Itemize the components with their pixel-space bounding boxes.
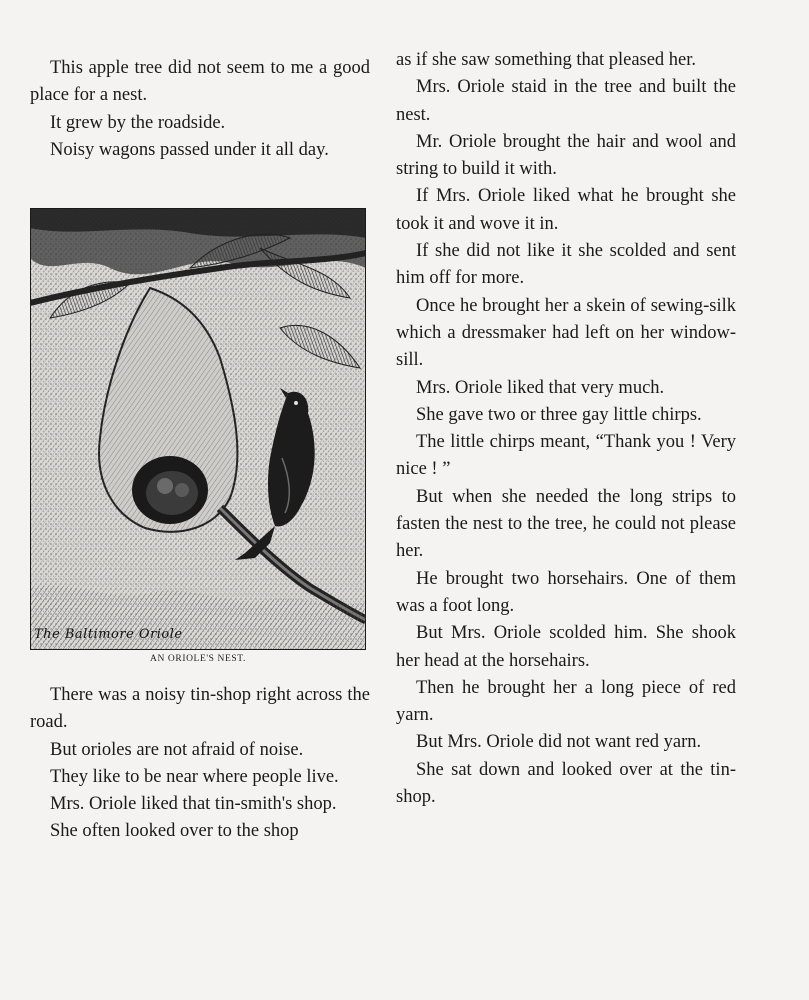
- oriole-nest-illustration: [30, 208, 366, 650]
- paragraph: But when she needed the long strips to fasten the nest to the tree, he could not please her.: [396, 486, 736, 562]
- paragraph: If she did not like it she scolded and sent him off for more.: [396, 241, 736, 289]
- paragraph: They like to be near where people live.: [50, 766, 339, 787]
- paragraph: But Mrs. Oriole scolded him. She shook her head at the horsehairs.: [396, 623, 736, 671]
- paragraph: The little chirps meant, “Thank you ! Very nice ! ”: [396, 432, 736, 480]
- paragraph: Mrs. Oriole staid in the tree and built the nest.: [396, 77, 736, 125]
- paragraph: It grew by the roadside.: [50, 112, 226, 133]
- paragraph: She sat down and looked over at the tin-shop.: [396, 759, 736, 808]
- paragraph: Mrs. Oriole liked that very much.: [416, 377, 665, 398]
- paragraph: She often looked over to the shop: [50, 821, 299, 842]
- paragraph: Then he brought her a long piece of red yarn.: [396, 677, 736, 726]
- paragraph: as if she saw something that pleased her.: [396, 50, 697, 70]
- paragraph: There was a noisy tin-shop right across the road.: [30, 685, 370, 733]
- paragraph: He brought two horsehairs. One of them was a foot long.: [396, 568, 736, 616]
- illustration-drawing: [30, 208, 366, 650]
- paragraph: But Mrs. Oriole did not want red yarn.: [416, 732, 702, 753]
- right-text: [396, 47, 736, 811]
- artist-signature: The Baltimore Oriole: [34, 627, 183, 642]
- figure-caption: AN ORIOLE'S NEST.: [150, 654, 246, 664]
- left-top-text: [30, 55, 370, 164]
- paragraph: Noisy wagons passed under it all day.: [50, 139, 329, 160]
- paragraph: Mrs. Oriole liked that tin-smith's shop.: [50, 794, 337, 815]
- paragraph: Once he brought her a skein of sewing-silk which a dressmaker had left on her window-sill.: [396, 295, 736, 371]
- left-bottom-text: [30, 682, 370, 846]
- paragraph: She gave two or three gay little chirps.: [416, 404, 702, 425]
- paragraph: If Mrs. Oriole liked what he brought she took it and wove it in.: [396, 186, 736, 234]
- paragraph: Mr. Oriole brought the hair and wool and string to build it with.: [396, 131, 736, 180]
- paragraph: This apple tree did not seem to me a good place for a nest.: [30, 58, 370, 106]
- paragraph: But orioles are not afraid of noise.: [50, 739, 304, 760]
